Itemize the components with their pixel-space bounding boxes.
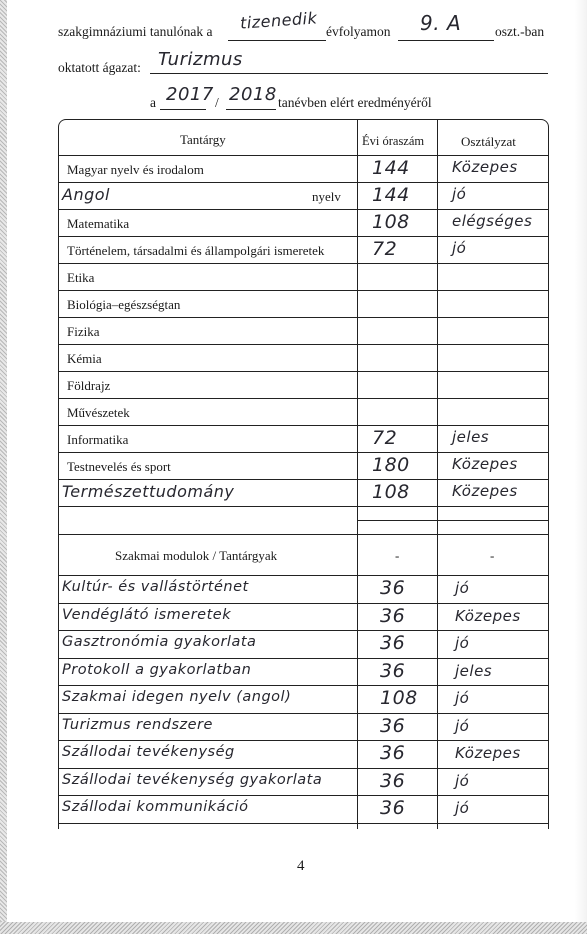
header-line1-prefix: szakgimnáziumi tanulónak a: [58, 24, 213, 39]
module-row-rule: [58, 768, 549, 769]
handwritten-subject: Angol: [62, 185, 110, 204]
handwritten-module-grade: jó: [455, 634, 470, 652]
handwritten-class: 9. A: [420, 11, 462, 35]
handwritten-module-hours: 36: [380, 604, 406, 627]
row-subject-label: Földrajz: [67, 378, 111, 393]
row-rule: [58, 263, 549, 264]
row-rule: [58, 344, 549, 345]
handwritten-module-subject: Szakmai idegen nyelv (angol): [62, 689, 292, 705]
col-header-subject: Tantárgy: [180, 132, 226, 147]
handwritten-grade: elégséges: [452, 212, 533, 230]
handwritten-module-subject: Gasztronómia gyakorlata: [62, 634, 257, 650]
handwritten-hours: 108: [372, 481, 410, 503]
row-subject-label: Etika: [67, 270, 95, 285]
scan-edge-bottom: [0, 922, 587, 934]
handwritten-module-grade: jó: [455, 771, 470, 790]
row-rule: [58, 182, 549, 183]
handwritten-module-hours: 36: [380, 659, 406, 682]
module-row-rule: [58, 603, 549, 604]
handwritten-module-subject: Szállodai tevékenység gyakorlata: [62, 771, 323, 788]
handwritten-module-subject: Vendéglátó ismeretek: [62, 606, 232, 623]
row-subject-label: Kémia: [67, 351, 102, 366]
handwritten-module-subject: Szállodai tevékenység: [62, 744, 235, 760]
row-rule: [58, 317, 549, 318]
module-row-rule: [58, 740, 549, 741]
module-row-rule: [58, 713, 549, 714]
handwritten-year-start: 2017: [166, 84, 214, 105]
row-subject-label: Fizika: [67, 324, 100, 339]
row-rule: [58, 236, 549, 237]
grade-blank: [228, 40, 326, 41]
modules-header-rule: [58, 575, 549, 576]
table-col-divider-1: [357, 119, 358, 829]
handwritten-grade: jó: [452, 239, 467, 257]
handwritten-grade: jeles: [452, 428, 490, 446]
handwritten-module-hours: 36: [380, 742, 406, 764]
handwritten-hours: 180: [372, 454, 410, 476]
table-col-divider-2: [437, 119, 438, 829]
handwritten-year-of-study: tizenedik: [239, 8, 318, 33]
modules-dash-grade: -: [490, 548, 495, 563]
handwritten-module-hours: 36: [380, 632, 406, 654]
module-row-rule: [58, 795, 549, 796]
handwritten-hours: 144: [372, 184, 410, 206]
modules-top-rule: [58, 534, 549, 535]
handwritten-module-grade: jó: [455, 689, 470, 707]
module-row-rule: [58, 630, 549, 631]
header-line3-sep: /: [215, 95, 219, 110]
row-rule: [58, 506, 549, 507]
module-row-rule: [58, 658, 549, 659]
row-rule: [58, 452, 549, 453]
handwritten-module-subject: Szállodai kommunikáció: [62, 799, 249, 815]
modules-dash-hours: -: [395, 548, 400, 563]
row-rule: [58, 479, 549, 480]
handwritten-module-hours: 36: [380, 714, 406, 737]
handwritten-module-hours: 36: [380, 769, 406, 792]
module-row-rule: [58, 823, 549, 824]
row-subject-label: Biológia–egészségtan: [67, 297, 181, 312]
handwritten-module-hours: 36: [380, 797, 406, 819]
handwritten-module-grade: jó: [455, 579, 470, 597]
row-rule: [58, 290, 549, 291]
row-subject-label: Testnevelés és sport: [67, 459, 171, 474]
page-number: 4: [297, 858, 305, 874]
header-line1-suffix: oszt.-ban: [495, 24, 545, 39]
scan-edge-right: [575, 0, 587, 934]
handwritten-module-grade: jó: [455, 716, 470, 735]
handwritten-module-subject: Kultúr- és vallástörténet: [62, 579, 249, 595]
row-subject-label: Magyar nyelv és irodalom: [67, 162, 204, 177]
table-header-rule: [58, 155, 549, 156]
handwritten-grade: Közepes: [452, 455, 518, 473]
year1-blank: [160, 109, 206, 110]
col-header-grade: Osztályzat: [461, 134, 516, 149]
spacer-rule: [357, 520, 549, 521]
handwritten-hours: 144: [372, 157, 410, 179]
handwritten-module-hours: 108: [380, 687, 418, 709]
handwritten-subject: Természettudomány: [62, 482, 235, 501]
row-rule: [58, 371, 549, 372]
header-line1-mid: évfolyamon: [326, 24, 391, 39]
handwritten-hours: 108: [372, 211, 410, 233]
handwritten-module-subject: Protokoll a gyakorlatban: [62, 661, 252, 678]
branch-blank: [150, 73, 548, 74]
header-line3-prefix: a: [150, 95, 156, 110]
header-line3-suffix: tanévben elért eredményéről: [278, 95, 432, 110]
handwritten-module-subject: Turizmus rendszere: [62, 716, 213, 733]
handwritten-hours: 72: [372, 427, 398, 449]
col-header-hours: Évi óraszám: [362, 134, 425, 148]
row-subject-label: Matematika: [67, 216, 130, 231]
handwritten-module-grade: jó: [455, 799, 470, 817]
scan-edge-left: [0, 0, 7, 934]
handwritten-module-grade: Közepes: [455, 606, 521, 625]
row-subject-label: Informatika: [67, 432, 129, 447]
row-rule: [58, 425, 549, 426]
row-subject-label: Történelem, társadalmi és állampolgári ismeretek: [67, 243, 325, 258]
header-line2-prefix: oktatott ágazat:: [58, 60, 141, 75]
handwritten-grade: Közepes: [452, 158, 518, 176]
row-rule: [58, 209, 549, 210]
handwritten-module-grade: Közepes: [455, 744, 521, 762]
handwritten-grade: Közepes: [452, 482, 518, 500]
handwritten-grade: jó: [452, 185, 467, 203]
row-rule: [58, 398, 549, 399]
row-subject-label: nyelv: [312, 189, 341, 204]
handwritten-branch: Turizmus: [158, 49, 243, 70]
handwritten-module-hours: 36: [380, 577, 406, 599]
handwritten-year-end: 2018: [229, 84, 277, 105]
modules-header: Szakmai modulok / Tantárgyak: [115, 548, 278, 563]
class-blank: [398, 40, 494, 41]
module-row-rule: [58, 685, 549, 686]
handwritten-module-grade: jeles: [455, 661, 493, 680]
handwritten-hours: 72: [372, 238, 398, 260]
row-subject-label: Művészetek: [67, 405, 130, 420]
year2-blank: [226, 109, 276, 110]
